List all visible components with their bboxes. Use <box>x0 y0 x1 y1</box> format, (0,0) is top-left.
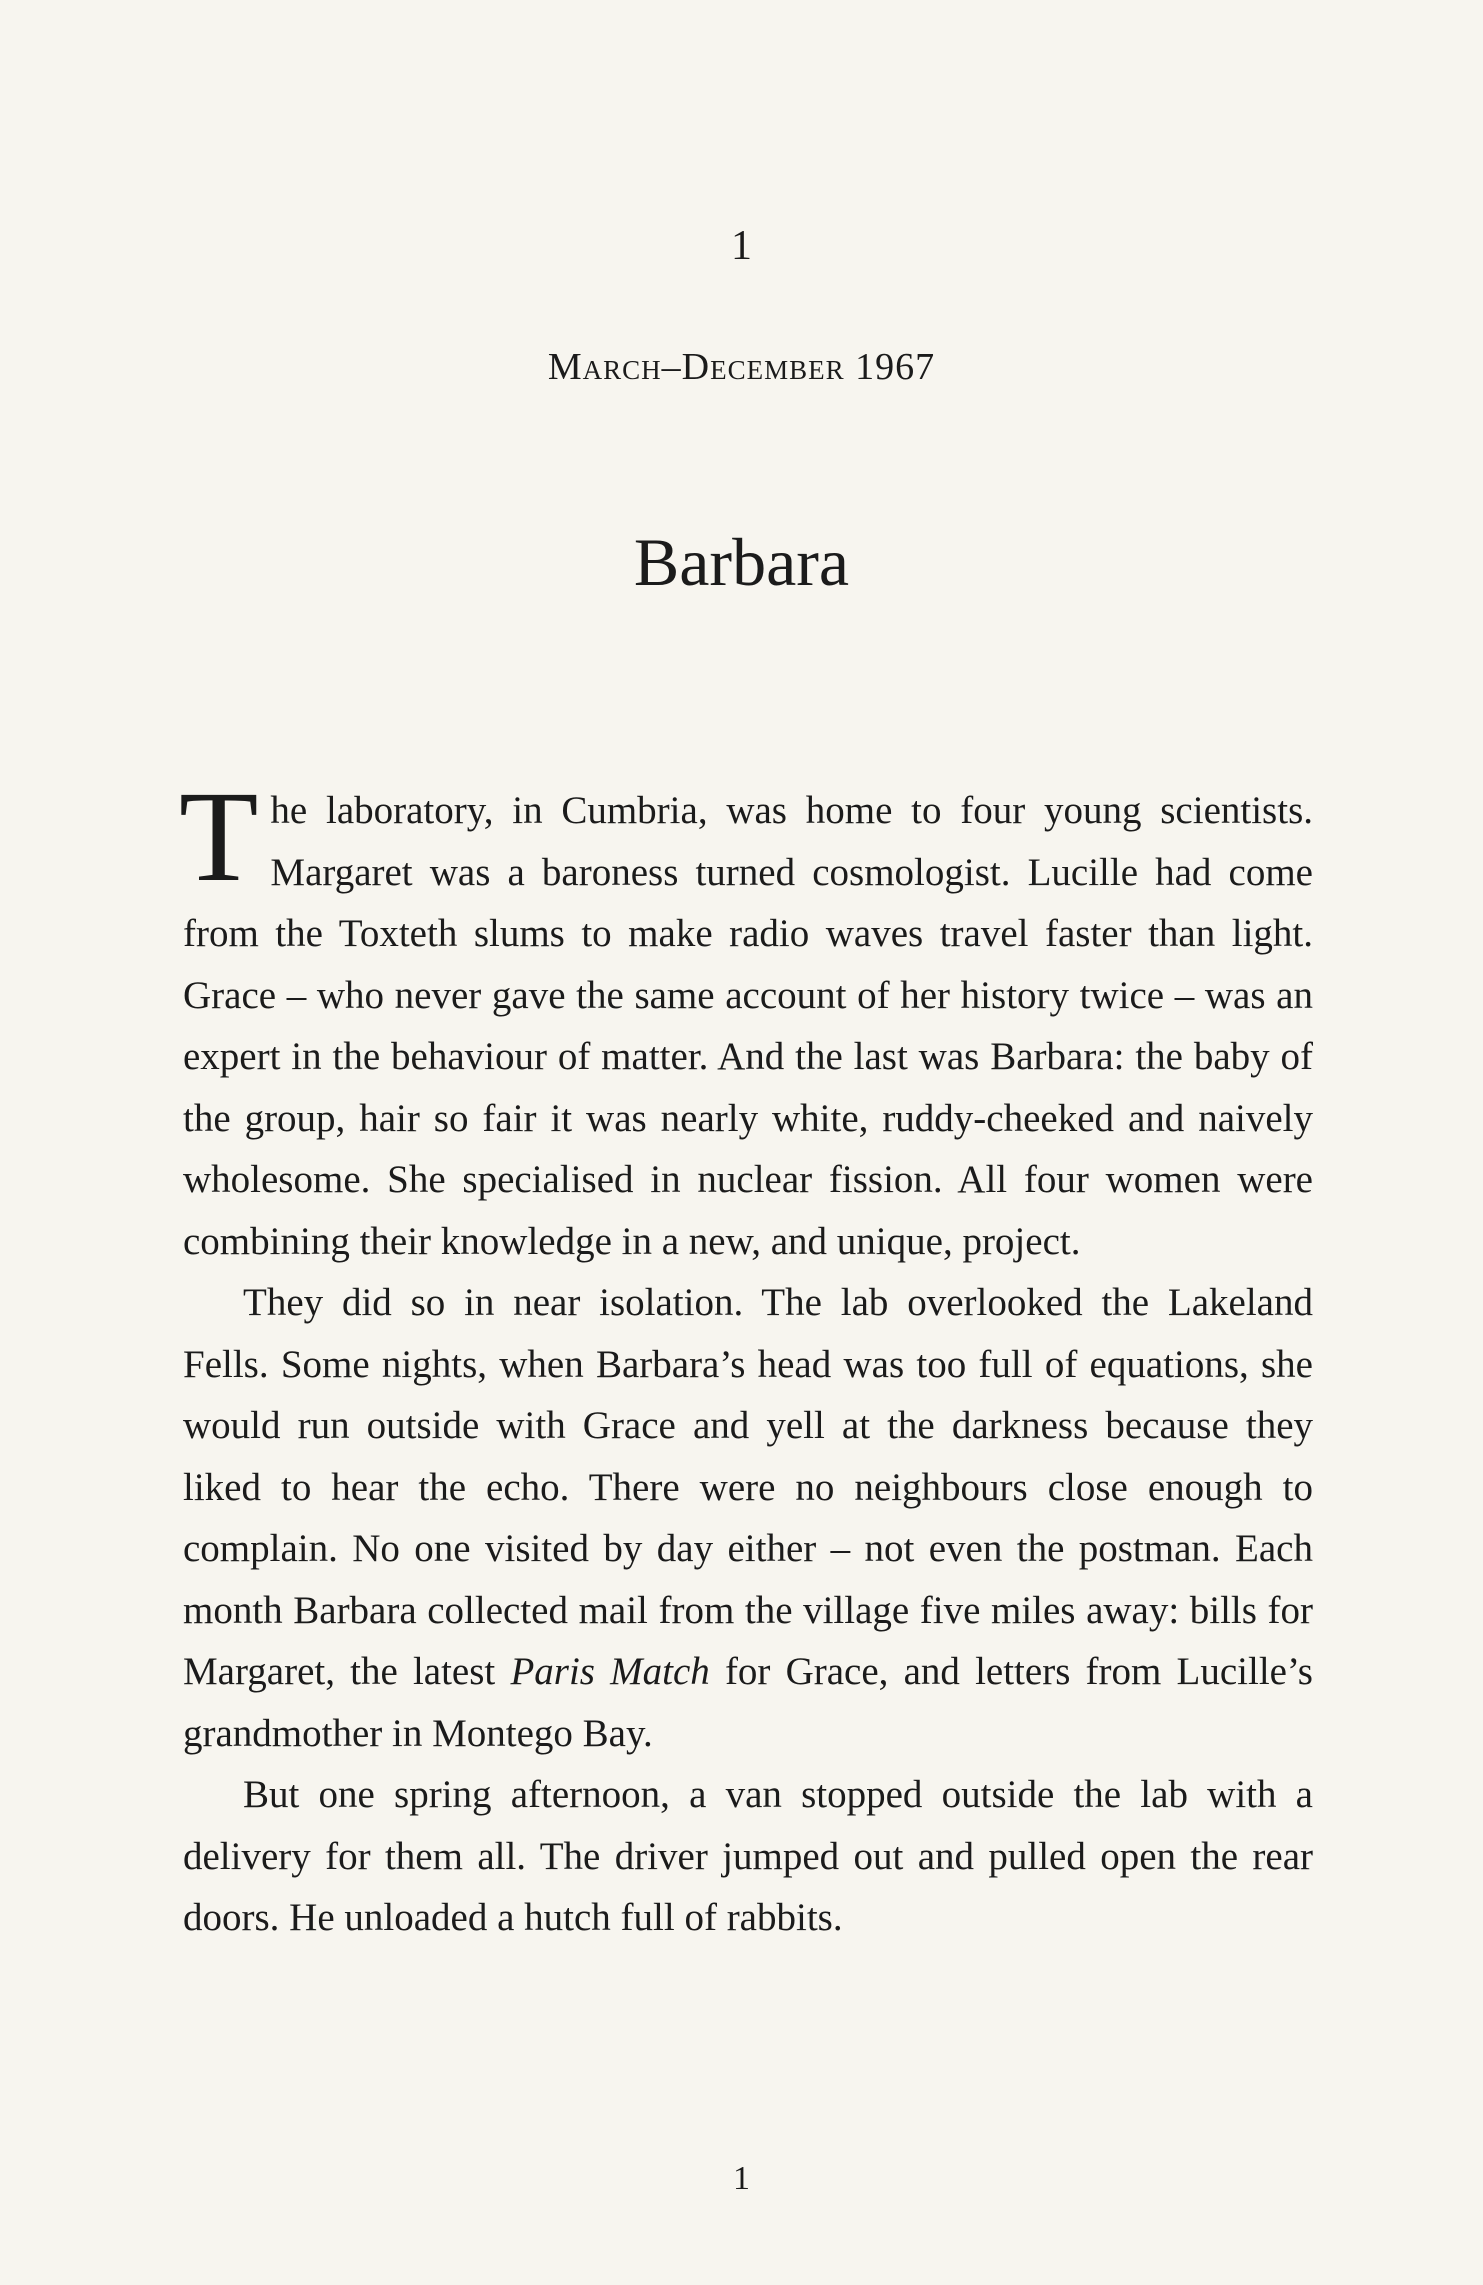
paragraph-1 <box>179 765 1313 1272</box>
paragraph-3 <box>183 1764 1313 1949</box>
body-text <box>179 765 1313 1949</box>
chapter-dates: March–December 1967 <box>547 346 936 388</box>
drop-cap: T <box>179 765 259 909</box>
page-number: 1 <box>733 2160 750 2197</box>
chapter-title: Barbara <box>633 524 850 600</box>
paragraph-2-text-after: for Grace, and letters from Lucille’s grandmother in Montego Bay. <box>183 1650 1313 1755</box>
paragraph-3-text: But one spring afternoon, a van stopped outside the lab with a delivery for them all. The driver jumped out and pulled open the rear doors. He unloaded a hutch full of rabbits. <box>183 1773 1313 1939</box>
magazine-title: Paris Match <box>510 1650 710 1693</box>
chapter-number: 1 <box>731 223 752 269</box>
paragraph-2 <box>183 1272 1313 1764</box>
paragraph-2-text: They did so in near isolation. The lab overlooked the Lakeland Fells. Some nights, when Barbara’s head was too full of equations, she would run outside with Grace and yell at the darkness because they liked to hear the echo. There were no neighbours close enough to complain. No one visited by day either – not even the postman. Each month Barbara collected mail from the village five miles away: bills for Margaret, the latest <box>183 1281 1313 1693</box>
paragraph-1-text: he laboratory, in Cumbria, was home to four young scientists. Margaret was a baroness turned cosmologist. Lucille had come from the Toxteth slums to make radio waves travel faster than light. Grace – who never gave the same account of her history twice – was an expert in the behaviour of matter. And the last was Barbara: the baby of the group, hair so fair it was nearly white, ruddy-cheeked and naively wholesome. She specialised in nuclear fission. All four women were combining their knowledge in a new, and unique, project. <box>183 789 1313 1263</box>
